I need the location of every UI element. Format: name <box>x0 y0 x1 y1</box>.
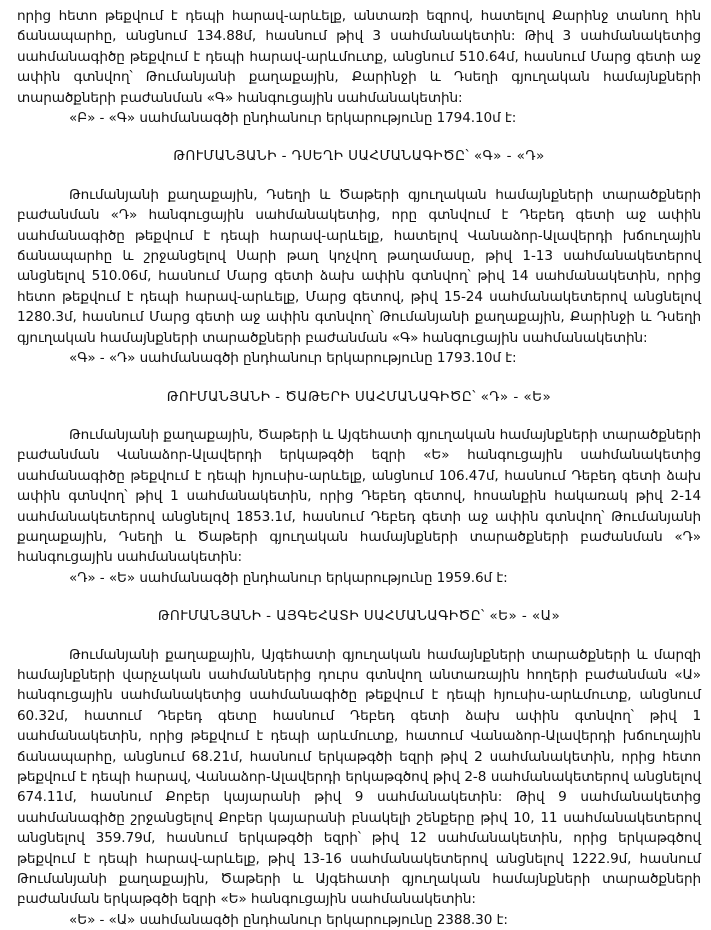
paragraph: Թումանյանի քաղաքային, Դսեղի և Ծաթերի գյուղական համայնքների տարածքների բաժանման «Դ» հանգուցային սահմանակետից, որը գտնվում է Դեբեդ գետի աջ ափին սահմանագիծը թեքվում է դեպի հարավ-արևելք, հատելով Վանաձոր-Ալավերդի խճուղային ճանապարհը և շրջանցելով Սարի թաղ կոչվող թաղամասը, թիվ 1-13 սահմանակետերով անցնելով 510.06մ, հասնում Մարց գետի ձախ ափին գտնվող՝ թիվ 14 սահմանակետին, որից հետո թեքվում է դեպի հարավ-արևելք, Մարց գետով, թիվ 15-24 սահմանակետերով անցնելով 1280.3մ, հասնում Մարց գետի աջ ափին գտնվող՝ Թումանյանի քաղաքային, Քարինջի և Դսեղի գյուղական համայնքների տարածքների բաժանման «Գ» հանգուցային սահմանակետին: <box>17 186 701 346</box>
segment-total-length: «Ե» - «Ա» սահմանագծի ընդհանուր երկարությունը 2388.30 է: <box>69 911 508 928</box>
segment-total-length: «Բ» - «Գ» սահմանագծի ընդհանուր երկարությունը 1794.10մ է: <box>69 110 517 127</box>
paragraph-continued: որից հետո թեքվում է դեպի հարավ-արևելք, անտառի եզրով, հատելով Քարինջ տանող հին ճանապարհը, անցնում 134.88մ, հասնում թիվ 3 սահմանակետին: Թիվ 3 սահմանակետից սահմանագիծը թեքվում է դեպի հարավ-արևմուտք, անցնում 510.64մ, հասնում Մարց գետի աջ ափին գտնվող՝ Թումանյանի քաղաքային, Քարինջի և Դսեղի գյուղական համայնքների տարածքների բաժանման «Գ» հանգուցային սահմանակետին: <box>17 8 701 106</box>
paragraph: Թումանյանի քաղաքային, Ծաթերի և Այգեհատի գյուղական համայնքների տարածքների բաժանման Վանաձոր-Ալավերդի երկաթգծի եզրի «Ե» հանգուցային սահմանակետից սահմանագիծը թեքվում է դեպի հյուսիս-արևելք, անցնում 106.47մ, հասնում Դեբեդ գետի ձախ ափին գտնվող՝ թիվ 1 սահմանակետին, որից Դեբեդ գետով, հոսանքին հակառակ թիվ 2-14 սահմանակետերով անցնելով 1853.1մ, հասնում Դեբեդ գետի աջ ափին գտնվող՝ Թումանյանի քաղաքային, Դսեղի և Ծաթերի գյուղական համայնքների տարածքների բաժանման «Դ» հանգուցային սահմանակետին: <box>17 426 701 566</box>
section-heading: ԹՈՒՄԱՆՅԱՆԻ - ԴՍԵՂԻ ՍԱՀՄԱՆԱԳԻԾԸ՝ «Գ» - «Դ» <box>173 148 545 165</box>
paragraph: Թումանյանի քաղաքային, Այգեհատի գյուղական համայնքների տարածքների և մարզի համայնքների վարչական սահմաններից դուրս գտնվող անտառային հողերի բաժանման «Ա» հանգուցային սահմանակետից սահմանագիծը թեքվում է դեպի հյուսիս-արևմուտք, անցնում 60.32մ, հատում Դեբեդ գետը հասնում Դեբեդ գետի ձախ ափին գտնվող՝ թիվ 1 սահմանակետին, որից թեքվում է դեպի արևմուտք, հատում Վանաձոր-Ալավերդի խճուղային ճանապարհը, անցնում 68.21մ, հասնում երկաթգծի եզրի թիվ 2 սահմանակետին, որից հետո թեքվում է դեպի հարավ, Վանաձոր-Ալավերդի երկաթգծով թիվ 2-8 սահմանակետերով անցնելով 674.11մ, հասնում Քոբեր կայարանի թիվ 9 սահմանակետին: Թիվ 9 սահմանակետից սահմանագիծը շրջանցելով Քոբեր կայարանի բնակելի շենքերը թիվ 10, 11 սահմանակետերով անցնելով 359.79մ, հասնում երկաթգծի եզրի՝ թիվ 12 սահմանակետին, որից երկաթգծով թեքվում է դեպի հարավ-արևելք, թիվ 13-16 սահմանակետերով անցնելով 1222.9մ, հասնում Թումանյանի քաղաքային, Ծաթերի և Այգեհատի գյուղական համայնքների տարածքների բաժանման երկաթգծի եզրի «Ե» հանգուցային սահմանակետին: <box>17 646 701 908</box>
section-heading: ԹՈՒՄԱՆՅԱՆԻ - ԾԱԹԵՐԻ ՍԱՀՄԱՆԱԳԻԾԸ՝ «Դ» - «Ե» <box>166 388 552 405</box>
section-heading: ԹՈՒՄԱՆՅԱՆԻ - ԱՅԳԵՀԱՏԻ ՍԱՀՄԱՆԱԳԻԾԸ՝ «Ե» - «Ա» <box>157 608 561 625</box>
segment-total-length: «Գ» - «Դ» սահմանագծի ընդհանուր երկարությունը 1793.10մ է: <box>69 350 517 367</box>
segment-total-length: «Դ» - «Ե» սահմանագծի ընդհանուր երկարությունը 1959.6մ է: <box>69 569 508 586</box>
